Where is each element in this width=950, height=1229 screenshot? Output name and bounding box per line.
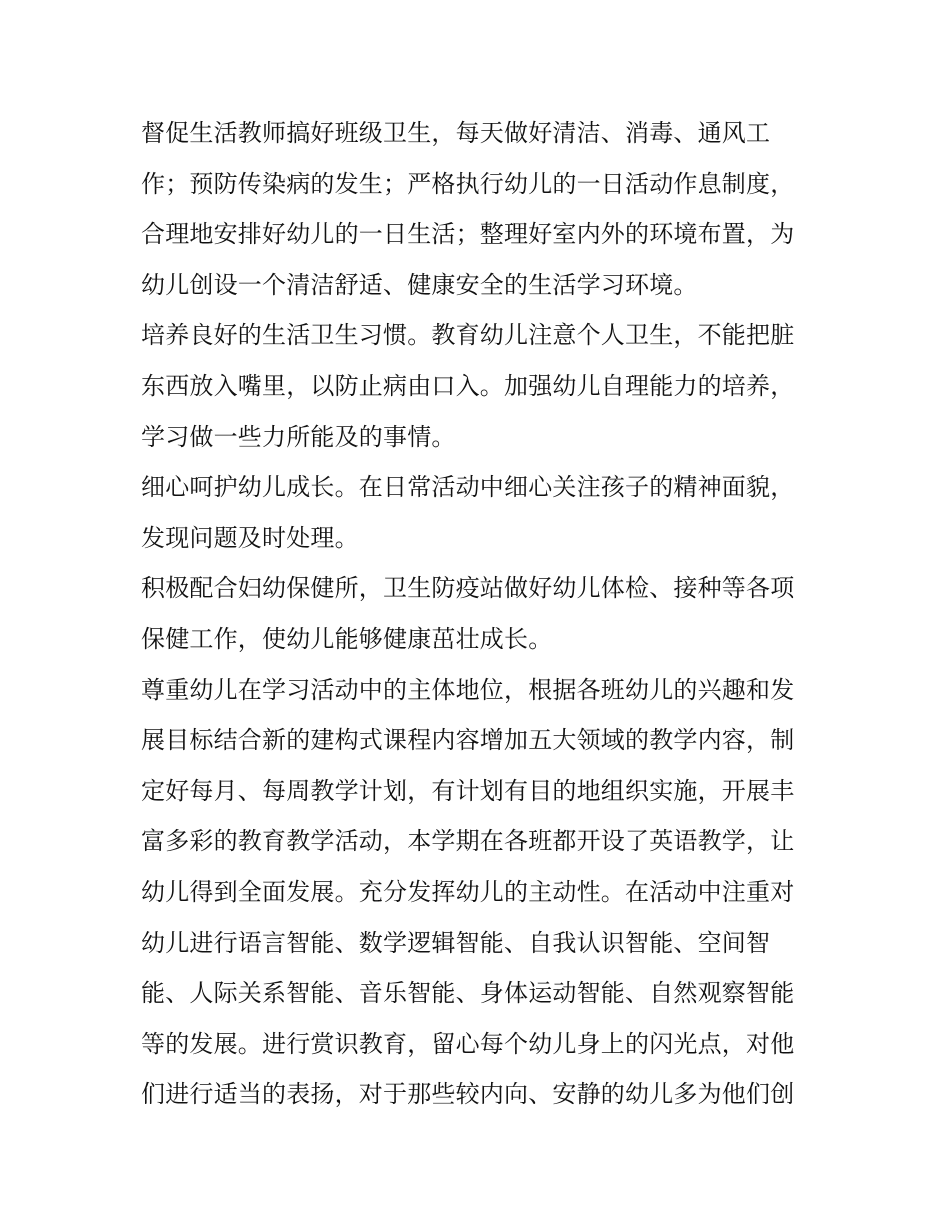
text-line-9: 发现问题及时处理。 <box>141 523 359 552</box>
text-line-18: 能、人际关系智能、音乐智能、身体运动智能、自然观察智能 <box>141 979 795 1008</box>
text-line-6: 东西放入嘴里，以防止病由口入。加强幼儿自理能力的培养， <box>141 371 795 400</box>
text-line-2: 作；预防传染病的发生；严格执行幼儿的一日活动作息制度， <box>141 169 795 198</box>
text-line-10: 积极配合妇幼保健所，卫生防疫站做好幼儿体检、接种等各项 <box>141 574 795 603</box>
text-line-8: 细心呵护幼儿成长。在日常活动中细心关注孩子的精神面貌， <box>141 473 795 502</box>
text-line-13: 展目标结合新的建构式课程内容增加五大领域的教学内容，制 <box>141 726 795 755</box>
text-line-7: 学习做一些力所能及的事情。 <box>141 422 456 451</box>
text-line-20: 们进行适当的表扬，对于那些较内向、安静的幼儿多为他们创 <box>141 1080 795 1109</box>
text-line-3: 合理地安排好幼儿的一日生活；整理好室内外的环境布置，为 <box>141 220 795 249</box>
text-line-5: 培养良好的生活卫生习惯。教育幼儿注意个人卫生，不能把脏 <box>141 321 795 350</box>
text-line-16: 幼儿得到全面发展。充分发挥幼儿的主动性。在活动中注重对 <box>141 877 795 906</box>
text-line-1: 督促生活教师搞好班级卫生，每天做好清洁、消毒、通风工 <box>141 119 771 147</box>
body-text <box>141 108 821 1120</box>
text-line-19: 等的发展。进行赏识教育，留心每个幼儿身上的闪光点，对他 <box>141 1029 795 1058</box>
text-line-17: 幼儿进行语言智能、数学逻辑智能、自我认识智能、空间智 <box>141 928 771 957</box>
text-line-14: 定好每月、每周教学计划，有计划有目的地组织实施，开展丰 <box>141 776 795 805</box>
text-line-4: 幼儿创设一个清洁舒适、健康安全的生活学习环境。 <box>141 270 698 299</box>
text-line-11: 保健工作，使幼儿能够健康茁壮成长。 <box>141 624 553 653</box>
text-line-12: 尊重幼儿在学习活动中的主体地位，根据各班幼儿的兴趣和发 <box>141 675 795 704</box>
text-line-15: 富多彩的教育教学活动，本学期在各班都开设了英语教学，让 <box>141 827 795 856</box>
